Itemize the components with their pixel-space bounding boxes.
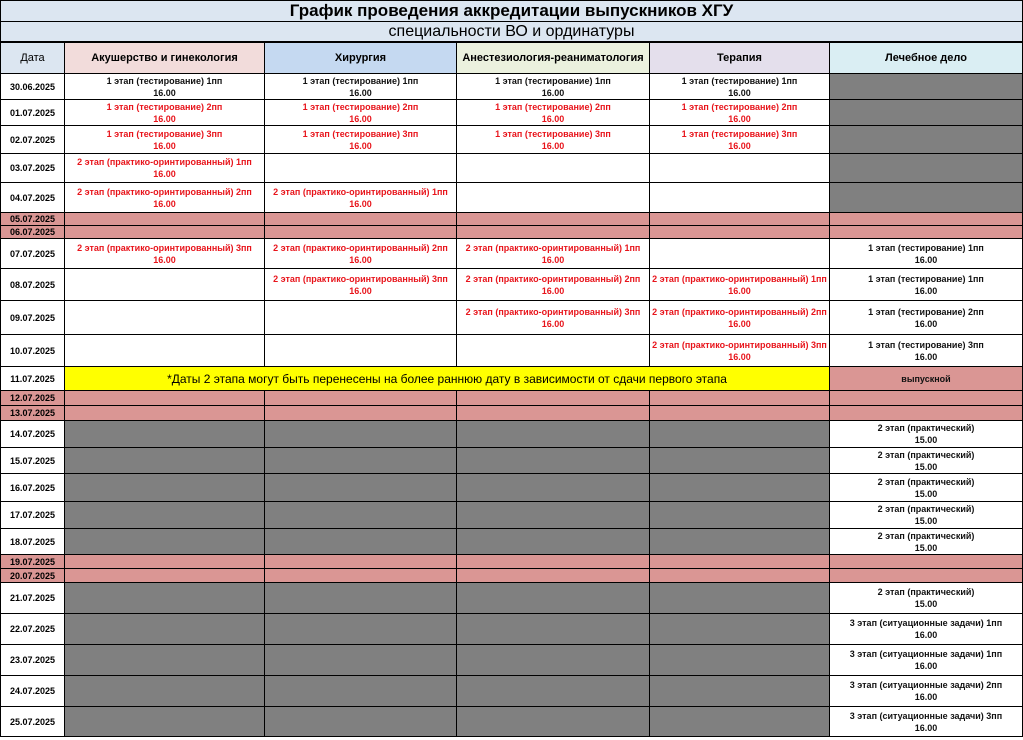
unavailable-cell	[650, 502, 830, 529]
stage-time: 16.00	[541, 318, 565, 329]
stage-time: 16.00	[914, 661, 938, 671]
stage-label: 2 этап (практический)	[877, 423, 975, 433]
schedule-cell	[830, 583, 1023, 614]
stage-time: 16.00	[349, 87, 372, 98]
stage-time: 16.00	[153, 254, 176, 265]
weekend-cell	[457, 226, 650, 239]
unavailable-cell	[65, 448, 265, 474]
schedule-body	[1, 74, 1023, 737]
column-header-2: Хирургия	[265, 43, 457, 74]
date-cell: 08.07.2025	[1, 269, 65, 301]
empty-cell	[265, 335, 457, 367]
date-cell: 04.07.2025	[1, 183, 65, 213]
stage-label: 1 этап (тестирование) 1пп	[106, 75, 223, 86]
table-row	[1, 448, 1023, 474]
table-row	[1, 269, 1023, 301]
column-header-1: Акушерство и гинекология	[65, 43, 265, 74]
stage-time: 16.00	[728, 87, 751, 98]
stage-label: 2 этап (практико-оринтированный) 3пп	[77, 242, 252, 253]
schedule-cell	[830, 335, 1023, 367]
stage-time: 16.00	[914, 722, 938, 733]
stage-label: 1 этап (тестирование) 2пп	[495, 101, 611, 112]
empty-cell	[457, 183, 650, 213]
schedule-cell	[65, 126, 265, 154]
date-cell: 14.07.2025	[1, 421, 65, 448]
weekend-cell	[650, 226, 830, 239]
schedule-cell	[65, 154, 265, 183]
schedule-cell	[830, 474, 1023, 502]
schedule-cell	[830, 448, 1023, 474]
stage-time: 16.00	[541, 285, 565, 296]
unavailable-cell	[265, 583, 457, 614]
stage-time: 16.00	[728, 285, 751, 296]
unavailable-cell	[265, 707, 457, 737]
schedule-cell	[457, 269, 650, 301]
stage-label: 1 этап (тестирование) 2пп	[106, 101, 223, 112]
unavailable-cell	[457, 474, 650, 502]
weekend-cell	[457, 569, 650, 583]
schedule-cell	[265, 100, 457, 126]
stage-label: 2 этап (практический)	[877, 476, 975, 487]
stage-label: 1 этап (тестирование) 1пп	[495, 75, 611, 86]
unavailable-cell	[650, 645, 830, 676]
stage-time: 15.00	[914, 461, 938, 472]
unavailable-cell	[65, 421, 265, 448]
schedule-cell	[457, 239, 650, 269]
schedule-cell	[830, 239, 1023, 269]
table-row	[1, 474, 1023, 502]
unavailable-cell	[65, 676, 265, 707]
unavailable-cell	[830, 183, 1023, 213]
stage-time: 16.00	[349, 254, 372, 265]
unavailable-cell	[265, 614, 457, 645]
table-row	[1, 100, 1023, 126]
date-cell: 21.07.2025	[1, 583, 65, 614]
table-row	[1, 391, 1023, 406]
schedule-cell	[457, 126, 650, 154]
date-cell: 01.07.2025	[1, 100, 65, 126]
unavailable-cell	[65, 645, 265, 676]
stage-time: 15.00	[914, 488, 938, 499]
weekend-cell	[265, 406, 457, 421]
stage-time: 16.00	[349, 113, 372, 124]
stage-label: 1 этап (тестирование) 2пп	[681, 101, 798, 112]
schedule-cell	[265, 74, 457, 100]
table-row	[1, 406, 1023, 421]
date-cell: 07.07.2025	[1, 239, 65, 269]
schedule-cell	[830, 421, 1023, 448]
weekend-cell	[265, 226, 457, 239]
stage-time: 16.00	[914, 351, 938, 362]
stage-label: 2 этап (практический)	[877, 449, 975, 460]
empty-cell	[65, 335, 265, 367]
stage-time: 16.00	[153, 140, 176, 151]
unavailable-cell	[265, 448, 457, 474]
empty-cell	[265, 154, 457, 183]
table-row	[1, 645, 1023, 676]
unavailable-cell	[265, 474, 457, 502]
empty-cell	[265, 301, 457, 335]
stage-time: 16.00	[914, 318, 938, 329]
schedule-cell	[65, 183, 265, 213]
stage-time: 15.00	[914, 542, 938, 553]
weekend-cell	[457, 406, 650, 421]
empty-cell	[650, 183, 830, 213]
table-row	[1, 126, 1023, 154]
stage-label: 1 этап (тестирование) 1пп	[868, 242, 984, 253]
unavailable-cell	[457, 502, 650, 529]
stage-label: 3 этап (ситуационные задачи) 1пп	[849, 618, 1003, 628]
stage-time: 16.00	[153, 113, 176, 124]
stage-time: 16.00	[728, 351, 751, 362]
stage-time: 16.00	[541, 254, 565, 265]
stage-time: 16.00	[153, 87, 176, 98]
schedule-cell	[650, 74, 830, 100]
schedule-cell	[650, 269, 830, 301]
weekend-cell	[830, 555, 1023, 569]
unavailable-cell	[457, 676, 650, 707]
stage-time: 15.00	[914, 599, 938, 609]
schedule-cell	[457, 301, 650, 335]
stage-time: 16.00	[541, 140, 565, 151]
unavailable-cell	[650, 421, 830, 448]
table-row	[1, 183, 1023, 213]
weekend-cell	[650, 391, 830, 406]
weekend-cell	[65, 226, 265, 239]
date-cell: 18.07.2025	[1, 529, 65, 555]
stage-label: 1 этап (тестирование) 2пп	[868, 306, 984, 317]
table-row	[1, 154, 1023, 183]
unavailable-cell	[65, 707, 265, 737]
schedule-cell	[830, 269, 1023, 301]
unavailable-cell	[650, 448, 830, 474]
weekend-cell	[457, 391, 650, 406]
stage-label: 2 этап (практико-оринтированный) 2пп	[77, 186, 252, 197]
weekend-cell	[265, 555, 457, 569]
weekend-cell	[457, 213, 650, 226]
schedule-cell	[65, 100, 265, 126]
weekend-cell	[265, 391, 457, 406]
stage-label: 1 этап (тестирование) 3пп	[302, 128, 419, 139]
unavailable-cell	[830, 100, 1023, 126]
stage-label: 2 этап (практико-оринтированный) 3пп	[652, 339, 827, 350]
schedule-cell	[650, 335, 830, 367]
schedule-cell	[650, 301, 830, 335]
stage-label: 3 этап (ситуационные задачи) 1пп	[849, 649, 1003, 659]
stage-time: 16.00	[728, 318, 751, 329]
unavailable-cell	[457, 529, 650, 555]
date-cell: 02.07.2025	[1, 126, 65, 154]
column-header-3: Анестезиология-реаниматология	[457, 43, 650, 74]
table-row	[1, 74, 1023, 100]
unavailable-cell	[65, 529, 265, 555]
stage-time: 16.00	[153, 198, 176, 209]
date-cell: 05.07.2025	[1, 213, 65, 226]
table-row	[1, 529, 1023, 555]
unavailable-cell	[457, 421, 650, 448]
weekend-cell	[65, 391, 265, 406]
schedule-cell	[65, 239, 265, 269]
unavailable-cell	[457, 614, 650, 645]
table-row	[1, 502, 1023, 529]
date-cell: 10.07.2025	[1, 335, 65, 367]
schedule-cell	[457, 100, 650, 126]
page-title: График проведения аккредитации выпускников ХГУ	[0, 0, 1023, 22]
stage-time: 16.00	[914, 630, 938, 640]
stage-label: 1 этап (тестирование) 3пп	[106, 128, 223, 139]
unavailable-cell	[650, 676, 830, 707]
date-cell: 06.07.2025	[1, 226, 65, 239]
unavailable-cell	[265, 502, 457, 529]
date-cell: 13.07.2025	[1, 406, 65, 421]
stage-label: 2 этап (практический)	[877, 530, 975, 541]
stage-label: 1 этап (тестирование) 1пп	[868, 273, 984, 284]
stage-label: 2 этап (практико-оринтированный) 1пп	[465, 242, 641, 253]
date-cell: 15.07.2025	[1, 448, 65, 474]
page-subtitle: специальности ВО и ординатуры	[0, 22, 1023, 42]
unavailable-cell	[830, 74, 1023, 100]
schedule-cell	[265, 183, 457, 213]
weekend-cell	[650, 569, 830, 583]
table-row	[1, 301, 1023, 335]
column-header-date: Дата	[1, 43, 65, 74]
stage-label: 2 этап (практико-оринтированный) 3пп	[273, 273, 448, 284]
unavailable-cell	[265, 421, 457, 448]
date-cell: 30.06.2025	[1, 74, 65, 100]
weekend-cell	[830, 213, 1023, 226]
schedule-cell	[830, 502, 1023, 529]
stage-time: 16.00	[541, 113, 565, 124]
header-row	[1, 43, 1023, 74]
schedule-cell	[830, 614, 1023, 645]
schedule-cell	[650, 100, 830, 126]
table-row	[1, 676, 1023, 707]
schedule-cell	[457, 74, 650, 100]
unavailable-cell	[650, 707, 830, 737]
unavailable-cell	[457, 645, 650, 676]
table-row	[1, 335, 1023, 367]
stage-label: 1 этап (тестирование) 3пп	[681, 128, 798, 139]
stage-label: 1 этап (тестирование) 3пп	[868, 339, 984, 350]
weekend-cell	[830, 406, 1023, 421]
empty-cell	[457, 154, 650, 183]
unavailable-cell	[650, 614, 830, 645]
unavailable-cell	[65, 583, 265, 614]
unavailable-cell	[265, 529, 457, 555]
stage-label: 2 этап (практико-оринтированный) 3пп	[465, 306, 641, 317]
weekend-cell	[65, 213, 265, 226]
stage-time: 16.00	[541, 87, 565, 98]
schedule-cell	[265, 269, 457, 301]
stage-time: 16.00	[914, 254, 938, 265]
stage-time: 16.00	[349, 140, 372, 151]
schedule-cell	[830, 645, 1023, 676]
schedule-table	[0, 42, 1023, 737]
column-header-5: Лечебное дело	[830, 43, 1023, 74]
weekend-cell	[830, 569, 1023, 583]
unavailable-cell	[457, 583, 650, 614]
date-cell: 03.07.2025	[1, 154, 65, 183]
stage-label: 1 этап (тестирование) 1пп	[302, 75, 419, 86]
unavailable-cell	[457, 707, 650, 737]
schedule-cell	[830, 301, 1023, 335]
table-row	[1, 583, 1023, 614]
table-row	[1, 707, 1023, 737]
unavailable-cell	[65, 614, 265, 645]
stage-time: 16.00	[914, 285, 938, 296]
stage-time: 16.00	[349, 198, 372, 209]
stage-label: 2 этап (практический)	[877, 587, 975, 597]
weekend-cell	[65, 555, 265, 569]
empty-cell	[650, 239, 830, 269]
weekend-cell	[457, 555, 650, 569]
unavailable-cell	[65, 502, 265, 529]
schedule-cell	[265, 239, 457, 269]
unavailable-cell	[650, 583, 830, 614]
stage-label: 2 этап (практико-оринтированный) 2пп	[465, 273, 641, 284]
stage-label: 2 этап (практико-оринтированный) 1пп	[77, 157, 252, 167]
stage-time: 15.00	[914, 516, 938, 526]
date-cell: 20.07.2025	[1, 569, 65, 583]
date-cell: 11.07.2025	[1, 367, 65, 391]
weekend-cell	[650, 406, 830, 421]
table-row	[1, 367, 1023, 391]
table-row	[1, 569, 1023, 583]
weekend-cell	[830, 391, 1023, 406]
stage-label: 1 этап (тестирование) 3пп	[495, 128, 611, 139]
table-row	[1, 226, 1023, 239]
date-cell: 19.07.2025	[1, 555, 65, 569]
stage-time: 16.00	[728, 140, 751, 151]
weekend-cell	[65, 406, 265, 421]
table-row	[1, 213, 1023, 226]
date-cell: 09.07.2025	[1, 301, 65, 335]
schedule-cell	[830, 676, 1023, 707]
empty-cell	[457, 335, 650, 367]
column-header-4: Терапия	[650, 43, 830, 74]
date-cell: 12.07.2025	[1, 391, 65, 406]
date-cell: 24.07.2025	[1, 676, 65, 707]
empty-cell	[65, 269, 265, 301]
stage-time: 16.00	[349, 285, 372, 296]
stage-label: 2 этап (практико-оринтированный) 1пп	[652, 273, 827, 284]
unavailable-cell	[830, 126, 1023, 154]
schedule-cell	[830, 707, 1023, 737]
unavailable-cell	[650, 529, 830, 555]
stage-time: 16.00	[914, 692, 938, 702]
stage-label: 1 этап (тестирование) 1пп	[681, 75, 798, 86]
stage-label: 1 этап (тестирование) 2пп	[302, 101, 419, 112]
unavailable-cell	[830, 154, 1023, 183]
date-cell: 22.07.2025	[1, 614, 65, 645]
stage-label: 2 этап (практико-оринтированный) 1пп	[273, 186, 448, 197]
empty-cell	[650, 154, 830, 183]
stage-time: 16.00	[728, 113, 751, 124]
weekend-cell	[265, 213, 457, 226]
weekend-cell	[265, 569, 457, 583]
graduation-cell: выпускной	[830, 367, 1023, 391]
date-cell: 17.07.2025	[1, 502, 65, 529]
schedule-cell	[265, 126, 457, 154]
unavailable-cell	[457, 448, 650, 474]
note-cell: *Даты 2 этапа могут быть перенесены на более раннюю дату в зависимости от сдачи первого этапа	[65, 367, 830, 391]
schedule-cell	[65, 74, 265, 100]
unavailable-cell	[265, 676, 457, 707]
empty-cell	[65, 301, 265, 335]
unavailable-cell	[265, 645, 457, 676]
weekend-cell	[830, 226, 1023, 239]
table-row	[1, 614, 1023, 645]
unavailable-cell	[65, 474, 265, 502]
weekend-cell	[65, 569, 265, 583]
table-row	[1, 421, 1023, 448]
weekend-cell	[650, 555, 830, 569]
date-cell: 25.07.2025	[1, 707, 65, 737]
date-cell: 23.07.2025	[1, 645, 65, 676]
stage-label: 2 этап (практико-оринтированный) 2пп	[273, 242, 448, 253]
stage-label: 3 этап (ситуационные задачи) 2пп	[849, 680, 1003, 690]
stage-label: 2 этап (практический)	[877, 504, 975, 514]
weekend-cell	[650, 213, 830, 226]
stage-time: 15.00	[914, 435, 938, 445]
schedule-cell	[830, 529, 1023, 555]
date-cell: 16.07.2025	[1, 474, 65, 502]
stage-time: 16.00	[153, 169, 176, 179]
table-row	[1, 239, 1023, 269]
unavailable-cell	[650, 474, 830, 502]
table-row	[1, 555, 1023, 569]
stage-label: 2 этап (практико-оринтированный) 2пп	[652, 306, 827, 317]
stage-label: 3 этап (ситуационные задачи) 3пп	[849, 710, 1003, 721]
schedule-cell	[650, 126, 830, 154]
